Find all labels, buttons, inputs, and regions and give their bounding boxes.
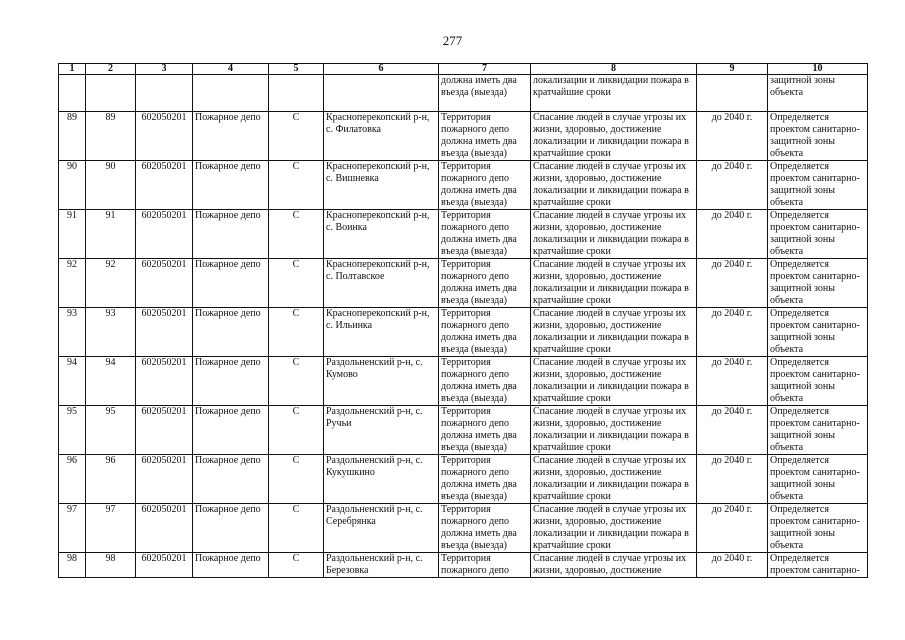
cell-note: Определяется проектом санитарно-защитной зоны объекта — [768, 210, 868, 259]
cell-term: до 2040 г. — [697, 161, 768, 210]
column-header-row — [59, 64, 868, 75]
column-header: 1 — [59, 64, 86, 75]
cell-note: Определяется проектом санитарно-защитной зоны объекта — [768, 406, 868, 455]
cell-term: до 2040 г. — [697, 553, 768, 578]
cell-location: Раздольненский р-н, с. Ручьи — [324, 406, 439, 455]
table-row — [59, 504, 868, 553]
cell-number-2: 92 — [86, 259, 136, 308]
cell-object-type: Пожарное депо — [193, 161, 269, 210]
cell-number: 95 — [59, 406, 86, 455]
table-row — [59, 259, 868, 308]
cell-purpose: Спасание людей в случае угрозы их жизни, здоровью, достижение локализации и ликвидации пожара в кратчайшие сроки — [531, 455, 697, 504]
cell-number: 92 — [59, 259, 86, 308]
cell-territory: Территория пожарного депо должна иметь два въезда (выезда) — [439, 308, 531, 357]
cell-code: 602050201 — [136, 161, 193, 210]
cell-class: С — [269, 308, 324, 357]
cell-class: С — [269, 210, 324, 259]
cell-number-2: 90 — [86, 161, 136, 210]
table-row — [59, 553, 868, 578]
cell-territory: Территория пожарного депо должна иметь два въезда (выезда) — [439, 161, 531, 210]
cell-purpose: Спасание людей в случае угрозы их жизни, здоровью, достижение локализации и ликвидации пожара в кратчайшие сроки — [531, 161, 697, 210]
cell-number: 90 — [59, 161, 86, 210]
cell-purpose: Спасание людей в случае угрозы их жизни, здоровью, достижение локализации и ликвидации пожара в кратчайшие сроки — [531, 259, 697, 308]
document-table — [58, 63, 868, 578]
cell-note: Определяется проектом санитарно-защитной зоны объекта — [768, 308, 868, 357]
cell-purpose: Спасание людей в случае угрозы их жизни, здоровью, достижение локализации и ликвидации пожара в кратчайшие сроки — [531, 504, 697, 553]
cell-location: Красноперекопский р-н, с. Филатовка — [324, 112, 439, 161]
table-row — [59, 112, 868, 161]
cell-class: С — [269, 406, 324, 455]
cell-object-type: Пожарное депо — [193, 553, 269, 578]
cell-purpose: Спасание людей в случае угрозы их жизни, здоровью, достижение — [531, 553, 697, 578]
cell-note: Определяется проектом санитарно-защитной зоны объекта — [768, 259, 868, 308]
cell-number: 96 — [59, 455, 86, 504]
column-header: 3 — [136, 64, 193, 75]
cell-code: 602050201 — [136, 455, 193, 504]
table-row — [59, 406, 868, 455]
cell-class: С — [269, 357, 324, 406]
cell-purpose: Спасание людей в случае угрозы их жизни, здоровью, достижение локализации и ликвидации пожара в кратчайшие сроки — [531, 406, 697, 455]
cell-code: 602050201 — [136, 112, 193, 161]
cell-territory: должна иметь два въезда (выезда) — [439, 75, 531, 112]
cell-code: 602050201 — [136, 504, 193, 553]
cell-purpose: локализации и ликвидации пожара в кратчайшие сроки — [531, 75, 697, 112]
cell-note: Определяется проектом санитарно-защитной зоны объекта — [768, 161, 868, 210]
cell-note: защитной зоны объекта — [768, 75, 868, 112]
cell-territory: Территория пожарного депо — [439, 553, 531, 578]
column-header: 2 — [86, 64, 136, 75]
cell-location: Раздольненский р-н, с. Кумово — [324, 357, 439, 406]
cell-note: Определяется проектом санитарно-защитной зоны объекта — [768, 112, 868, 161]
cell-object-type: Пожарное депо — [193, 504, 269, 553]
cell-number-2: 91 — [86, 210, 136, 259]
cell-code: 602050201 — [136, 406, 193, 455]
cell-class: С — [269, 504, 324, 553]
continued-row — [59, 75, 868, 112]
cell-purpose: Спасание людей в случае угрозы их жизни, здоровью, достижение локализации и ликвидации пожара в кратчайшие сроки — [531, 210, 697, 259]
cell-code: 602050201 — [136, 210, 193, 259]
cell-term: до 2040 г. — [697, 357, 768, 406]
cell-code: 602050201 — [136, 553, 193, 578]
cell-term: до 2040 г. — [697, 406, 768, 455]
cell-territory: Территория пожарного депо должна иметь два въезда (выезда) — [439, 112, 531, 161]
cell-number-2: 93 — [86, 308, 136, 357]
table-row — [59, 210, 868, 259]
cell-territory: Территория пожарного депо должна иметь два въезда (выезда) — [439, 455, 531, 504]
cell-territory: Территория пожарного депо должна иметь два въезда (выезда) — [439, 406, 531, 455]
cell-note: Определяется проектом санитарно- — [768, 553, 868, 578]
cell-object-type: Пожарное депо — [193, 406, 269, 455]
cell-number: 91 — [59, 210, 86, 259]
cell-territory: Территория пожарного депо должна иметь два въезда (выезда) — [439, 504, 531, 553]
table-row — [59, 357, 868, 406]
cell-number: 98 — [59, 553, 86, 578]
column-header: 9 — [697, 64, 768, 75]
cell-number: 89 — [59, 112, 86, 161]
cell-number-2: 95 — [86, 406, 136, 455]
cell-location: Раздольненский р-н, с. Березовка — [324, 553, 439, 578]
table-row — [59, 308, 868, 357]
cell-object-type: Пожарное депо — [193, 455, 269, 504]
cell-location: Раздольненский р-н, с. Кукушкино — [324, 455, 439, 504]
column-header: 4 — [193, 64, 269, 75]
column-header: 10 — [768, 64, 868, 75]
cell-object-type: Пожарное депо — [193, 308, 269, 357]
cell-number: 97 — [59, 504, 86, 553]
cell-code: 602050201 — [136, 259, 193, 308]
table-row — [59, 161, 868, 210]
cell-note: Определяется проектом санитарно-защитной зоны объекта — [768, 455, 868, 504]
cell-note: Определяется проектом санитарно-защитной зоны объекта — [768, 357, 868, 406]
cell-territory: Территория пожарного депо должна иметь два въезда (выезда) — [439, 357, 531, 406]
column-header: 5 — [269, 64, 324, 75]
table-row — [59, 455, 868, 504]
cell-note: Определяется проектом санитарно-защитной зоны объекта — [768, 504, 868, 553]
cell-location: Раздольненский р-н, с. Серебрянка — [324, 504, 439, 553]
column-header: 8 — [531, 64, 697, 75]
cell-object-type: Пожарное депо — [193, 210, 269, 259]
cell-number: 94 — [59, 357, 86, 406]
cell-code: 602050201 — [136, 308, 193, 357]
cell-class: С — [269, 553, 324, 578]
cell-number-2: 94 — [86, 357, 136, 406]
cell-location: Красноперекопский р-н, с. Вишневка — [324, 161, 439, 210]
cell-class: С — [269, 161, 324, 210]
cell-class: С — [269, 455, 324, 504]
cell-code: 602050201 — [136, 357, 193, 406]
column-header: 7 — [439, 64, 531, 75]
cell-location: Красноперекопский р-н, с. Полтавское — [324, 259, 439, 308]
cell-class: С — [269, 112, 324, 161]
cell-number-2: 98 — [86, 553, 136, 578]
cell-term: до 2040 г. — [697, 259, 768, 308]
cell-number-2: 89 — [86, 112, 136, 161]
cell-term: до 2040 г. — [697, 112, 768, 161]
cell-purpose: Спасание людей в случае угрозы их жизни, здоровью, достижение локализации и ликвидации пожара в кратчайшие сроки — [531, 357, 697, 406]
cell-term: до 2040 г. — [697, 210, 768, 259]
cell-number-2: 96 — [86, 455, 136, 504]
cell-number-2: 97 — [86, 504, 136, 553]
cell-term: до 2040 г. — [697, 504, 768, 553]
cell-purpose: Спасание людей в случае угрозы их жизни, здоровью, достижение локализации и ликвидации пожара в кратчайшие сроки — [531, 308, 697, 357]
column-header: 6 — [324, 64, 439, 75]
cell-territory: Территория пожарного депо должна иметь два въезда (выезда) — [439, 259, 531, 308]
cell-term: до 2040 г. — [697, 308, 768, 357]
cell-location: Красноперекопский р-н, с. Воинка — [324, 210, 439, 259]
page-number: 277 — [442, 33, 463, 48]
cell-class: С — [269, 259, 324, 308]
cell-term: до 2040 г. — [697, 455, 768, 504]
cell-object-type: Пожарное депо — [193, 112, 269, 161]
cell-object-type: Пожарное депо — [193, 259, 269, 308]
cell-territory: Территория пожарного депо должна иметь два въезда (выезда) — [439, 210, 531, 259]
cell-number: 93 — [59, 308, 86, 357]
cell-purpose: Спасание людей в случае угрозы их жизни, здоровью, достижение локализации и ликвидации пожара в кратчайшие сроки — [531, 112, 697, 161]
cell-object-type: Пожарное депо — [193, 357, 269, 406]
cell-location: Красноперекопский р-н, с. Ильинка — [324, 308, 439, 357]
